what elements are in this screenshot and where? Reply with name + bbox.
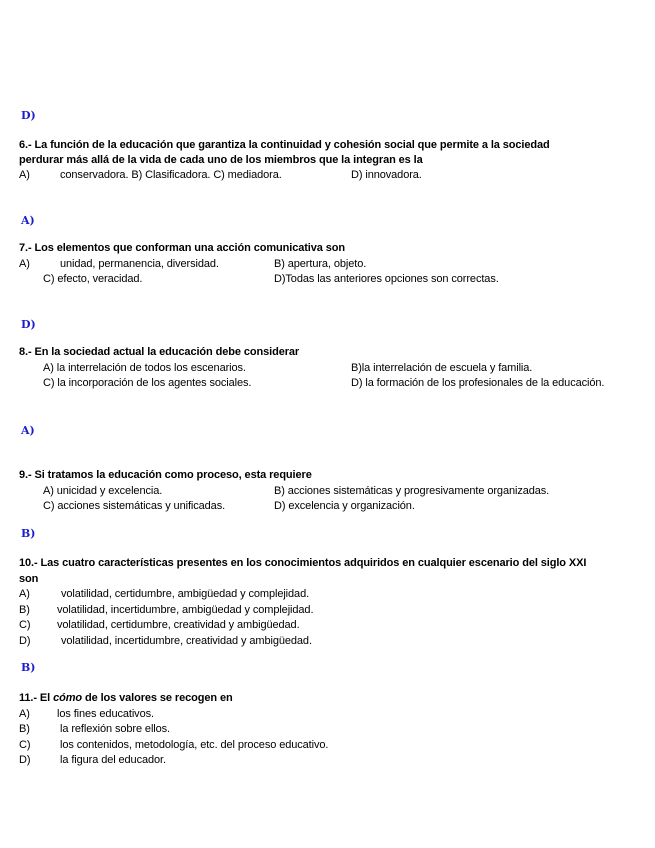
question-10-option-d: volatilidad, incertidumbre, creatividad y ambigüedad. [61,635,312,647]
question-10-option-b-letter: B) [19,604,30,616]
question-7-option-d: D)Todas las anteriores opciones son correctas. [274,273,499,285]
question-11-option-d-letter: D) [19,754,31,766]
answer-mark-q8: A) [21,424,35,437]
question-10-option-c: volatilidad, certidumbre, creatividad y ambigüedad. [57,619,300,631]
question-8-option-d: D) la formación de los profesionales de la educación. [351,377,605,389]
answer-mark-q5: D) [21,109,36,122]
question-7-option-c: C) efecto, veracidad. [43,273,143,285]
answer-mark-q7: D) [21,318,36,331]
question-8-option-b: B)la interrelación de escuela y familia. [351,362,533,374]
question-11-option-c: los contenidos, metodología, etc. del proceso educativo. [60,739,329,751]
question-11-option-a: los fines educativos. [57,708,154,720]
question-10-option-a-letter: A) [19,588,30,600]
question-11-title [19,691,233,705]
question-10-option-d-letter: D) [19,635,31,647]
question-10-option-a: volatilidad, certidumbre, ambigüedad y complejidad. [61,588,310,600]
question-11-option-a-letter: A) [19,708,30,720]
question-11-option-b-letter: B) [19,723,30,735]
question-6-option-a-letter: A) [19,169,30,181]
question-6-option-d: D) innovadora. [351,169,422,181]
question-10-option-b: volatilidad, incertidumbre, ambigüedad y complejidad. [57,604,314,616]
question-8-option-a: A) la interrelación de todos los escenarios. [43,362,246,374]
question-10-line-2: son [19,573,39,585]
question-11-suffix: de los valores se recogen en [84,692,233,704]
question-7-option-b: B) apertura, objeto. [274,258,367,270]
answer-mark-q9: B) [21,527,36,540]
question-10-option-c-letter: C) [19,619,31,631]
question-6-line-1: 6.- La función de la educación que garantiza la continuidad y cohesión social que permite a la sociedad [19,139,550,151]
question-9-title: 9.- Si tratamos la educación como proceso, esta requiere [19,469,312,481]
question-10-line-1: 10.- Las cuatro características presentes en los conocimientos adquiridos en cualquier escenario del siglo XXI [19,557,587,569]
question-8-title: 8.- En la sociedad actual la educación debe considerar [19,346,300,358]
question-9-option-b: B) acciones sistemáticas y progresivamente organizadas. [274,485,550,497]
question-11-option-d: la figura del educador. [60,754,166,766]
question-9-option-a: A) unicidad y excelencia. [43,485,163,497]
question-11-option-c-letter: C) [19,739,31,751]
question-9-option-c: C) acciones sistemáticas y unificadas. [43,500,226,512]
question-6-line-2: perdurar más allá de la vida de cada uno de los miembros que la integran es la [19,154,423,166]
question-11-option-b: la reflexión sobre ellos. [60,723,171,735]
question-7-title: 7.- Los elementos que conforman una acción comunicativa son [19,242,346,254]
answer-mark-q6: A) [21,214,35,227]
question-9-option-d: D) excelencia y organización. [274,500,415,512]
question-7-option-a: unidad, permanencia, diversidad. [60,258,219,270]
question-8-option-c: C) la incorporación de los agentes sociales. [43,377,252,389]
question-7-option-a-letter: A) [19,258,30,270]
question-6-options-abc: conservadora. B) Clasificadora. C) mediadora. [60,169,282,181]
question-11-prefix: 11.- El [19,692,51,704]
answer-mark-q10: B) [21,661,36,674]
question-11-italic-word: cómo [53,692,83,704]
